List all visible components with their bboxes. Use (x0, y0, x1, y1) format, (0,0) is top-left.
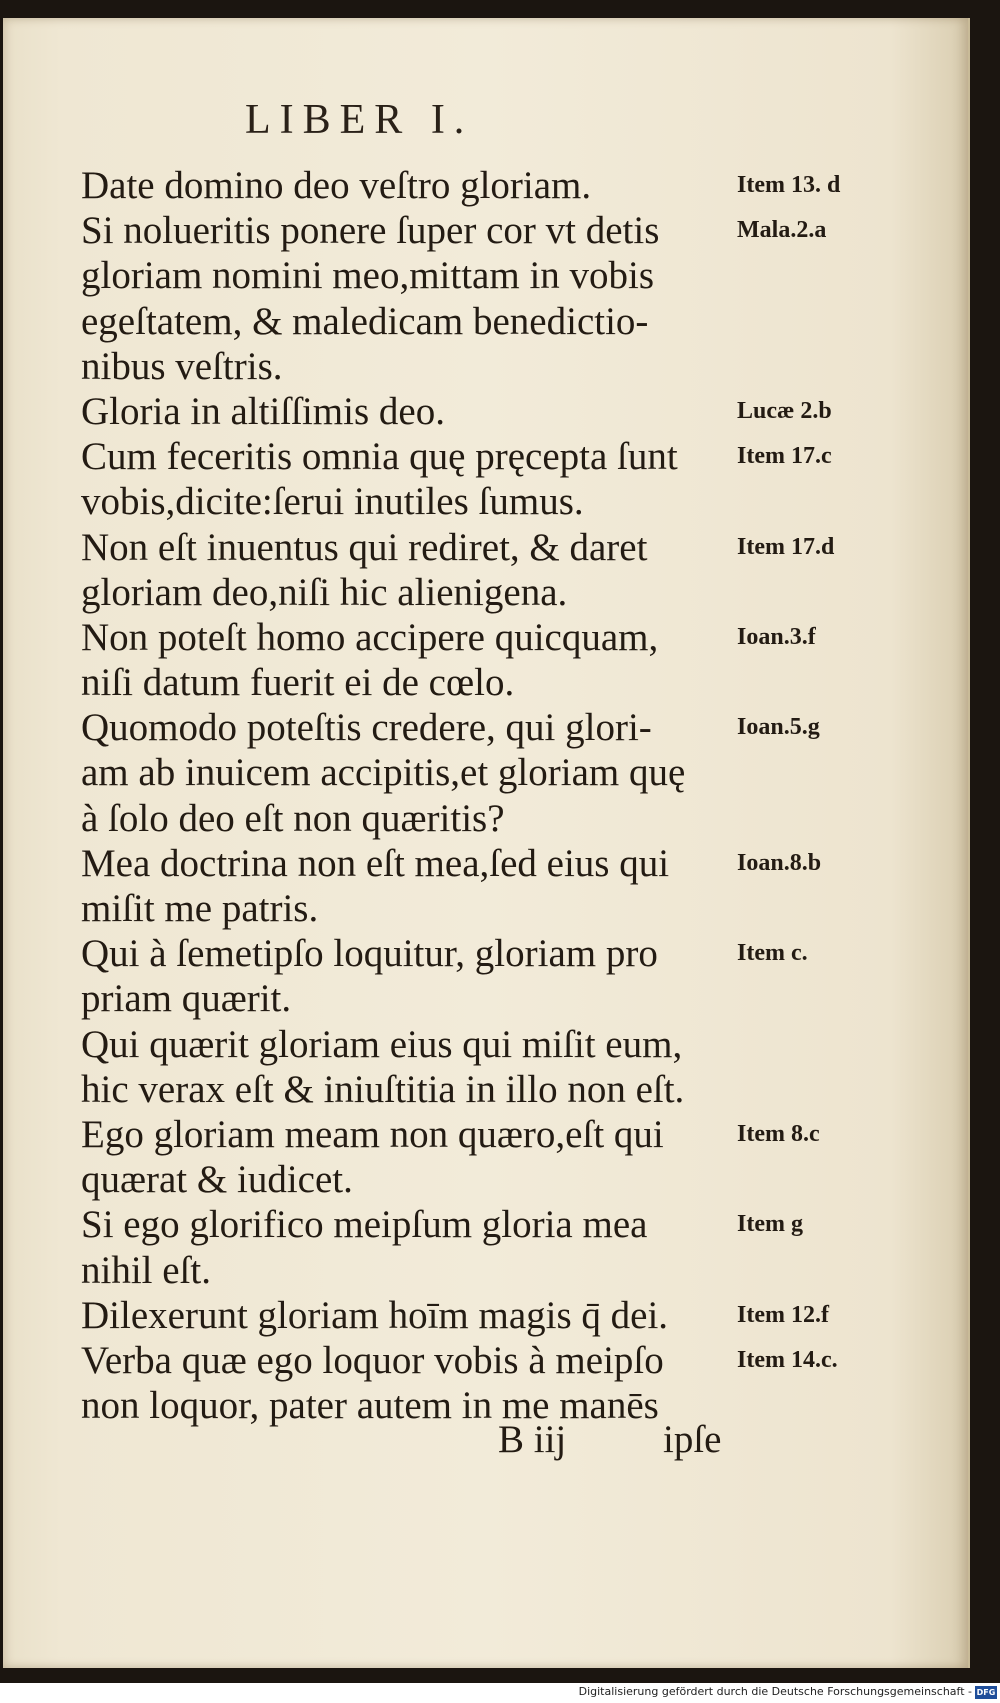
line-text: gloriam deo,niſi hic alienigena. (81, 570, 568, 614)
line-text: Non poteſt homo accipere quicquam, (81, 615, 659, 659)
text-line (81, 1157, 891, 1202)
text-line (81, 886, 891, 931)
credit-bar (0, 1683, 1000, 1703)
book-page (3, 18, 970, 1668)
line-text: gloriam nomini meo,mittam in vobis (81, 254, 655, 298)
line-text: Si nolueritis ponere ſuper cor vt detis (81, 209, 660, 253)
marginal-note: Item c. (737, 940, 808, 967)
running-head: LIBER I. (245, 97, 474, 143)
line-text: hic verax eſt & iniuſtitia in illo non eſt. (81, 1067, 685, 1111)
line-text: quærat & iudicet. (81, 1158, 353, 1202)
text-line (81, 841, 891, 886)
marginal-note: Ioan.5.g (737, 714, 820, 741)
line-text: Qui quærit gloriam eius qui miſit eum, (81, 1022, 683, 1066)
text-line (81, 1067, 891, 1112)
text-line (81, 1022, 891, 1067)
text-line (81, 1112, 891, 1157)
marginal-note: Ioan.8.b (737, 849, 822, 876)
line-text: Verba quæ ego loquor vobis à meipſo (81, 1338, 664, 1382)
line-text: am ab inuicem accipitis,et gloriam quę (81, 751, 686, 795)
line-text: Date domino deo veſtro gloriam. (81, 164, 592, 207)
line-text: priam quærit. (81, 977, 292, 1021)
line-text: nihil eſt. (81, 1248, 211, 1292)
line-text: Mea doctrina non eſt mea,ſed eius qui (81, 841, 670, 885)
line-text: Si ego glorifico meipſum gloria mea (81, 1203, 648, 1247)
text-line (81, 705, 891, 750)
dfg-logo-icon: DFG (976, 1688, 996, 1697)
marginal-note: Item 12.f (737, 1301, 829, 1328)
line-text: à ſolo deo eſt non quæritis? (81, 796, 505, 840)
line-text: Quomodo poteſtis credere, qui glori- (81, 706, 652, 750)
line-text: Dilexerunt gloriam hoīm magis q̄ dei. (81, 1293, 669, 1337)
text-line (81, 479, 891, 524)
text-line (81, 389, 891, 434)
catchword: ipſe (663, 1418, 722, 1461)
marginal-note: Ioan.3.f (737, 623, 816, 650)
line-text: Gloria in altiſſimis deo. (81, 389, 445, 433)
text-line (81, 931, 891, 976)
line-text: Cum feceritis omnia quę pręcepta ſunt (81, 435, 678, 479)
line-text: niſi datum fuerit ei de cœlo. (81, 661, 515, 705)
text-line (81, 1202, 891, 1247)
text-line (81, 1248, 891, 1293)
text-line (81, 615, 891, 660)
text-line (81, 163, 891, 208)
text-line (81, 434, 891, 479)
line-text: Non eſt inuentus qui rediret, & daret (81, 525, 648, 569)
marginal-note: Item 17.c (737, 443, 832, 470)
funding-credit: Digitalisierung gefördert durch die Deutsche Forschungsgemeinschaft - (578, 1685, 972, 1698)
text-line (81, 253, 891, 298)
text-line (81, 1293, 891, 1338)
text-line (81, 525, 891, 570)
line-text: miſit me patris. (81, 887, 319, 930)
marginal-note: Item 13. d (737, 172, 841, 198)
line-text: non loquor, pater autem in me manēs (81, 1384, 659, 1428)
text-line (81, 660, 891, 705)
line-text: vobis,dicite:ſerui inutiles ſumus. (81, 480, 584, 524)
text-line (81, 344, 891, 389)
text-line (81, 976, 891, 1021)
text-line (81, 750, 891, 795)
line-text: egeſtatem, & maledicam benedictio- (81, 299, 649, 343)
marginal-note: Mala.2.a (737, 217, 827, 244)
line-text: Qui à ſemetipſo loquitur, gloriam pro (81, 932, 658, 976)
text-line (81, 796, 891, 841)
text-line (81, 299, 891, 344)
text-line (81, 570, 891, 615)
page-footer (3, 1417, 968, 1467)
line-text: nibus veſtris. (81, 344, 283, 388)
marginal-note: Item 17.d (737, 533, 835, 560)
line-text: Ego gloriam meam non quæro,eſt qui (81, 1112, 664, 1156)
text-line (81, 208, 891, 253)
marginal-note: Item 8.c (737, 1120, 820, 1147)
marginal-note: Item g (737, 1211, 803, 1238)
signature-mark: B iij (498, 1418, 567, 1461)
text-line (81, 1338, 891, 1383)
text-block (81, 163, 891, 1428)
marginal-note: Item 14.c. (737, 1346, 838, 1373)
marginal-note: Lucæ 2.b (737, 397, 832, 424)
